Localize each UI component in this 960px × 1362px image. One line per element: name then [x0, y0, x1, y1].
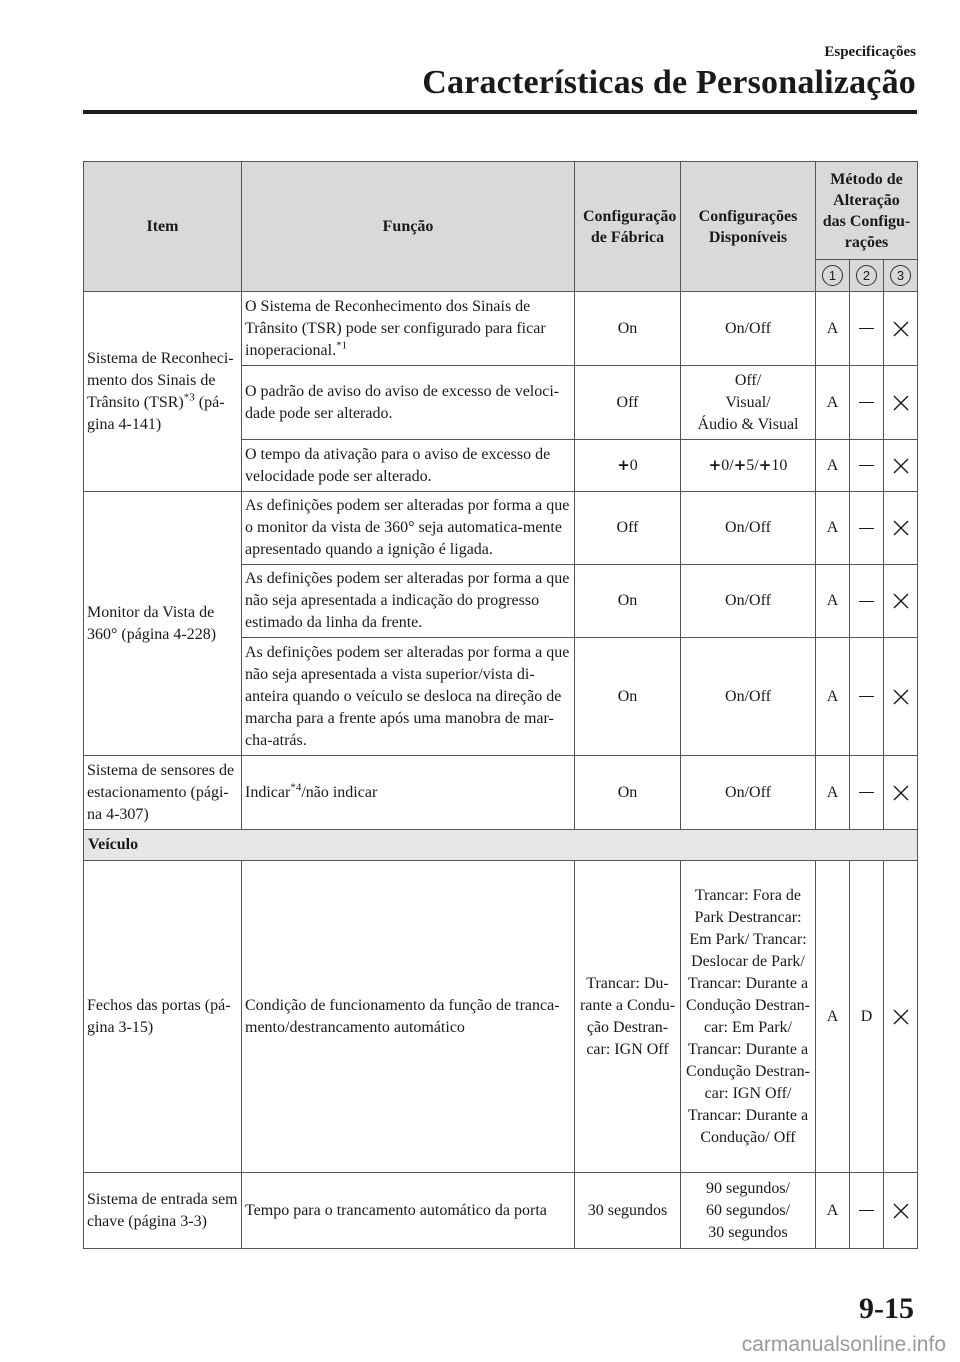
cross-icon — [892, 688, 910, 706]
cross-icon — [892, 784, 910, 802]
available-settings: On/Off — [681, 292, 816, 366]
cross-icon — [892, 457, 910, 475]
method-1-cell: A — [816, 638, 850, 756]
section-heading: Veículo — [84, 830, 918, 861]
page-title: Características de Personalização — [422, 64, 916, 101]
method-2-cell — [850, 565, 884, 638]
item-parking-sensors: Sistema de sensores de estacionamento (pági-na 4-307) — [84, 756, 242, 830]
dash-mark — [859, 328, 874, 329]
dash-mark — [859, 792, 874, 793]
cross-icon — [892, 394, 910, 412]
page-number: 9-15 — [859, 1292, 914, 1325]
column-header-metodo: Método de Alteração das Configu-rações — [816, 162, 918, 260]
item-tsr: Sistema de Reconheci-mento dos Sinais de Trânsito (TSR)$^{*3}$ (pá-gina 4-141) — [84, 292, 242, 492]
method-1-cell: A — [816, 756, 850, 830]
watermark-link[interactable]: carmanualsonline.info — [741, 1333, 946, 1356]
function-cell: O tempo da ativação para o aviso de excesso de velocidade pode ser alterado. — [242, 440, 575, 492]
method-3-cell — [884, 1173, 918, 1249]
header-row — [84, 162, 918, 260]
factory-setting: On — [575, 565, 681, 638]
available-settings: Off/ Visual/ Áudio & Visual — [681, 366, 816, 440]
available-settings: Trancar: Fora de Park Destrancar: Em Park/ Trancar: Deslocar de Park/ Trancar: Durante a Condução Destran-car: Em Park/ Trancar: Durante a Condução Destran-car: IGN Off/ Trancar: Durante a Condução/ Off — [681, 861, 816, 1173]
table-row — [84, 861, 918, 1173]
method-2-cell — [850, 638, 884, 756]
method-1-cell: A — [816, 292, 850, 366]
method-2-cell — [850, 366, 884, 440]
table-row — [84, 492, 918, 565]
method-2-cell — [850, 492, 884, 565]
method-1-cell: A — [816, 440, 850, 492]
plus-icon: + — [708, 456, 722, 474]
title-rule — [83, 110, 917, 114]
method-2-cell — [850, 440, 884, 492]
method-3-cell — [884, 440, 918, 492]
function-cell: As definições podem ser alteradas por forma a que não seja apresentada a indicação do progresso estimado da linha da frente. — [242, 565, 575, 638]
dash-mark — [859, 528, 874, 529]
method-2-cell — [850, 1173, 884, 1249]
function-cell: O padrão de aviso do aviso de excesso de veloci-dade pode ser alterado. — [242, 366, 575, 440]
column-header-item: Item — [84, 162, 242, 292]
method-1-cell: A — [816, 366, 850, 440]
cross-icon — [892, 519, 910, 537]
method-1-cell: A — [816, 565, 850, 638]
column-header-disponiveis: Configurações Disponíveis — [681, 162, 816, 292]
function-cell: As definições podem ser alteradas por forma a que não seja apresentada a vista superior/vista di-anteira quando o veículo se desloca na direção de marcha para a frente após uma manobra de mar-cha-atrás. — [242, 638, 575, 756]
method-3-cell — [884, 861, 918, 1173]
section-row-veiculo — [84, 830, 918, 861]
function-cell: Condição de funcionamento da função de tranca-mento/destrancamento automático — [242, 861, 575, 1173]
method-number-2: 2 — [856, 265, 877, 286]
section-label: Especificações — [824, 44, 916, 60]
available-settings: On/Off — [681, 756, 816, 830]
method-number-3: 3 — [890, 265, 911, 286]
factory-setting: On — [575, 292, 681, 366]
column-header-fabrica: Configuração de Fábrica — [575, 162, 681, 292]
dash-mark — [859, 1210, 874, 1211]
plus-icon: + — [758, 456, 772, 474]
method-3-cell — [884, 292, 918, 366]
plus-icon: + — [617, 456, 630, 474]
cross-icon — [892, 592, 910, 610]
method-3-cell — [884, 756, 918, 830]
function-cell: O Sistema de Reconhecimento dos Sinais de Trânsito (TSR) pode ser configurado para ficar inoperacional.$^{*1}$ — [242, 292, 575, 366]
item-keyless-entry: Sistema de entrada sem chave (página 3-3) — [84, 1173, 242, 1249]
dash-mark — [859, 601, 874, 602]
method-2-cell: D — [850, 861, 884, 1173]
method-number-1: 1 — [822, 265, 843, 286]
method-1-cell: A — [816, 861, 850, 1173]
cross-icon — [892, 1202, 910, 1220]
factory-setting: Trancar: Du-rante a Condu-ção Destran-car: IGN Off — [575, 861, 681, 1173]
factory-setting: Off — [575, 366, 681, 440]
method-3-cell — [884, 565, 918, 638]
factory-setting: On — [575, 756, 681, 830]
method-2-cell — [850, 292, 884, 366]
method-3-cell — [884, 366, 918, 440]
function-cell: As definições podem ser alteradas por forma a que o monitor da vista de 360° seja automatica-mente apresentado quando a ignição é ligada. — [242, 492, 575, 565]
item-door-locks: Fechos das portas (pá-gina 3-15) — [84, 861, 242, 1173]
item-monitor-360: Monitor da Vista de 360° (página 4-228) — [84, 492, 242, 756]
available-settings: On/Off — [681, 492, 816, 565]
cross-icon — [892, 320, 910, 338]
column-header-funcao: Função — [242, 162, 575, 292]
factory-setting: On — [575, 638, 681, 756]
available-settings: 90 segundos/ 60 segundos/ 30 segundos — [681, 1173, 816, 1249]
available-settings: On/Off — [681, 638, 816, 756]
method-3-cell — [884, 492, 918, 565]
dash-mark — [859, 465, 874, 466]
factory-setting: +0 — [575, 440, 681, 492]
dash-mark — [859, 402, 874, 403]
available-settings: +0/+5/+10 — [681, 440, 816, 492]
plus-icon: + — [733, 456, 747, 474]
function-cell: Indicar$^{*4}$/não indicar — [242, 756, 575, 830]
method-3-cell — [884, 638, 918, 756]
dash-mark — [859, 696, 874, 697]
table-row — [84, 756, 918, 830]
method-1-cell: A — [816, 492, 850, 565]
method-1-cell: A — [816, 1173, 850, 1249]
factory-setting: 30 segundos — [575, 1173, 681, 1249]
table-row — [84, 1173, 918, 1249]
customization-table — [83, 161, 918, 1249]
available-settings: On/Off — [681, 565, 816, 638]
method-2-cell — [850, 756, 884, 830]
function-cell: Tempo para o trancamento automático da porta — [242, 1173, 575, 1249]
table-row — [84, 292, 918, 366]
factory-setting: Off — [575, 492, 681, 565]
cross-icon — [892, 1008, 910, 1026]
